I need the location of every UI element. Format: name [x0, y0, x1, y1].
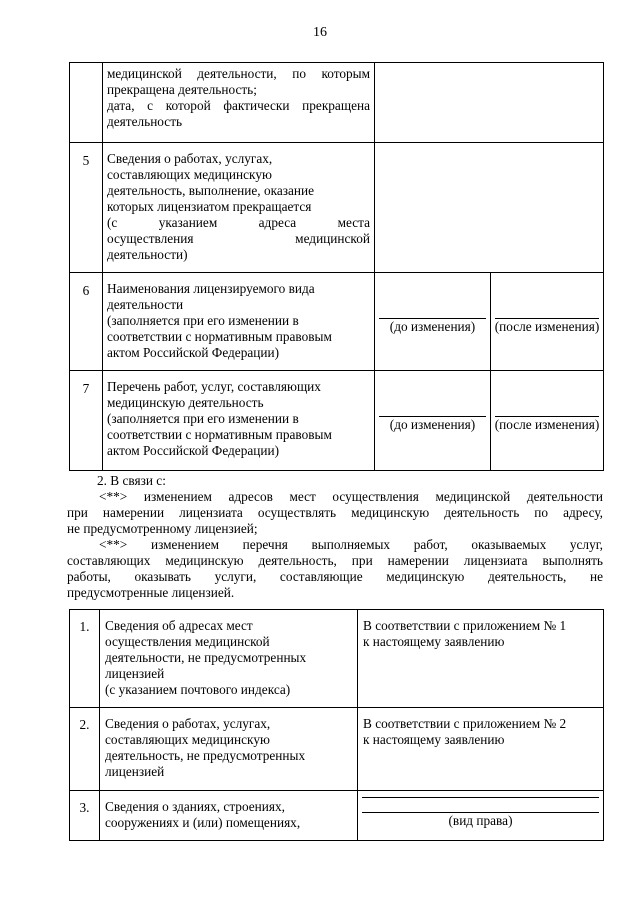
row-number-cell: 7: [70, 371, 103, 471]
table-row: [70, 791, 604, 841]
before-change-label: (до изменения): [389, 417, 476, 432]
paragraph-line: предусмотренные лицензией.: [67, 585, 235, 600]
table-row: [70, 371, 604, 471]
section-2-text: [67, 473, 603, 601]
paragraph-line: при намерении лицензиата осуществлять медицинскую деятельность по адресу,: [67, 505, 603, 520]
row-description-cell: медицинской деятельности, по которым прекращена деятельность; дата, с которой фактически прекращена деятельность: [103, 63, 375, 143]
row-description-cell: Сведения о зданиях, строениях, сооружениях и (или) помещениях,: [100, 791, 358, 841]
row-description-cell: Наименования лицензируемого вида деятельности (заполняется при его изменении в соответствии с нормативным правовым актом Российской Федерации): [103, 273, 375, 371]
after-change-label: (после изменения): [494, 319, 600, 334]
appendix-reference-cell: В соответствии с приложением № 1 к настоящему заявлению: [358, 610, 604, 708]
row-number-cell: 5: [70, 143, 103, 273]
before-change-cell: [375, 371, 491, 471]
license-changes-table: [69, 62, 604, 471]
table-row: [70, 273, 604, 371]
after-change-cell: [491, 273, 604, 371]
paragraph-line: работы, оказывать услуги, составляющие медицинскую деятельность, не: [67, 569, 603, 584]
paragraph-line: составляющих медицинскую деятельность, при намерении лицензиата выполнять: [67, 553, 603, 568]
table-row: [70, 143, 604, 273]
new-activity-table: [69, 609, 604, 841]
appendix-reference-cell: В соответствии с приложением № 2 к настоящему заявлению: [358, 708, 604, 791]
table-row: [70, 63, 604, 143]
right-type-label: (вид права): [448, 813, 513, 828]
after-change-label: (после изменения): [494, 417, 600, 432]
before-change-cell: [375, 273, 491, 371]
right-of-ownership-cell: [358, 791, 604, 841]
page-number: 16: [313, 25, 327, 40]
row-number-cell: 1.: [70, 610, 100, 708]
row-description-cell: Перечень работ, услуг, составляющих медицинскую деятельность (заполняется при его изменении в соответствии с нормативным правовым актом Российской Федерации): [103, 371, 375, 471]
section-heading: 2. В связи с:: [97, 473, 166, 488]
row-description-cell: Сведения о работах, услугах, составляющих медицинскую деятельность, не предусмотренных лицензией: [100, 708, 358, 791]
row-description-cell: Сведения о работах, услугах, составляющих медицинскую деятельность, выполнение, оказание которых лицензиатом прекращается (с указанием адреса места осуществления медицинской деятельности): [103, 143, 375, 273]
value-cell: [375, 63, 604, 143]
paragraph-line: <**> изменением перечня выполняемых работ, оказываемых услуг,: [99, 537, 603, 552]
paragraph-line: не предусмотренному лицензией;: [67, 521, 258, 536]
value-cell: [375, 143, 604, 273]
row-number-cell: 2.: [70, 708, 100, 791]
row-number-cell: [70, 63, 103, 143]
paragraph-line: <**> изменением адресов мест осуществления медицинской деятельности: [99, 489, 603, 504]
table-row: [70, 708, 604, 791]
row-number-cell: 3.: [70, 791, 100, 841]
row-number-cell: 6: [70, 273, 103, 371]
row-description-cell: Сведения об адресах мест осуществления медицинской деятельности, не предусмотренных лицензией (с указанием почтового индекса): [100, 610, 358, 708]
table-row: [70, 610, 604, 708]
after-change-cell: [491, 371, 604, 471]
before-change-label: (до изменения): [389, 319, 476, 334]
